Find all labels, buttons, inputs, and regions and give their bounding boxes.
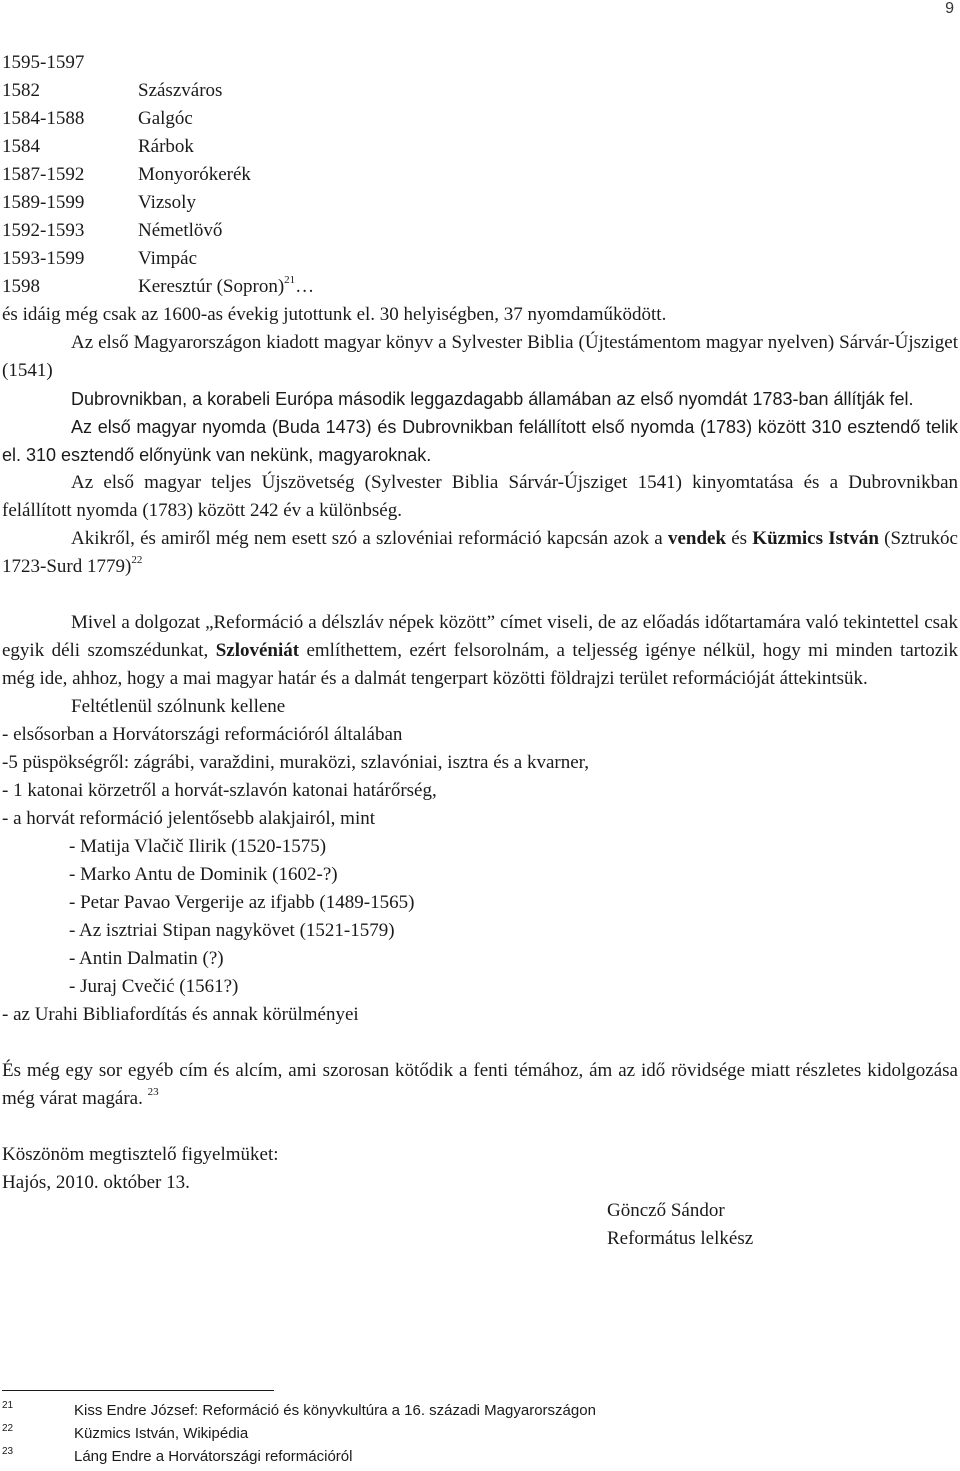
summary-line: és idáig még csak az 1600-as évekig jutottunk el. 30 helyiségben, 37 nyomdaműködött.: [2, 304, 667, 325]
paragraph-242-years: Az első magyar teljes Újszövetség (Sylvester Biblia Sárvár-Újsziget 1541) kinyomtatása és a Dubrovnikban felállított nyomda (1783) között 242 év a különbség.: [2, 472, 958, 521]
figure-item: - Juraj Cvečić (1561?): [69, 976, 239, 997]
date-year: 1592-1593: [2, 220, 85, 241]
paragraph-text: És még egy sor egyéb cím és alcím, ami szorosan kötődik a fenti témához, ám az idő rövidsége miatt részletes kidolgozása még várat magára.: [2, 1060, 958, 1109]
paragraph-should-discuss: Feltétlenül szólnunk kellene: [71, 696, 286, 717]
date-year: 1587-1592: [2, 164, 85, 185]
figure-item: - Matija Vlačič Ilirik (1520-1575): [69, 836, 327, 857]
date-year: 1589-1599: [2, 192, 85, 213]
date-place: Németlövő: [138, 220, 223, 241]
date-list-row: [2, 273, 958, 301]
bold-term: Küzmics István: [752, 528, 879, 549]
date-place-with-footnote: [138, 273, 314, 301]
spacer: [2, 1029, 958, 1057]
paragraph-310-years: Az első magyar nyomda (Buda 1473) és Dubrovnikban felállított első nyomda (1783) között 310 esztendő telik el. 310 esztendő előnyünk van nekünk, magyaroknak.: [2, 417, 958, 465]
document-body: [2, 49, 958, 1253]
signature-name: Göncző Sándor: [607, 1200, 725, 1221]
date-year: 1584: [2, 136, 40, 157]
paragraph-vendek: [2, 525, 958, 581]
closing-paragraph: [2, 1057, 958, 1113]
footnote-text: Láng Endre a Horvátországi reformációról: [74, 1448, 353, 1465]
outline-item: - elsősorban a Horvátországi reformációról általában: [2, 724, 403, 745]
date-place: Szászváros: [138, 80, 223, 101]
paragraph-text: Mivel a dolgozat „Reformáció a délszláv népek között” címet viseli, de az előadás időtartamára való tekintettel csak egyik déli szomszédunkat,: [2, 612, 958, 661]
paragraph-dubrovnik-press: Dubrovnikban, a korabeli Európa második leggazdagabb államában az első nyomdát 1783-ban állítják fel.: [71, 389, 914, 409]
date-list-heading: 1595-1597: [2, 52, 85, 73]
paragraph-first-hungarian-book: Az első Magyarországon kiadott magyar könyv a Sylvester Biblia (Újtestámentom magyar nyelven) Sárvár-Újsziget (1541): [2, 332, 958, 381]
footnote-ref[interactable]: 23: [147, 1086, 159, 1098]
footnote-number: 21: [2, 1400, 14, 1411]
date-list-row: [2, 161, 958, 189]
footnote-ref[interactable]: 22: [131, 554, 143, 566]
footnote-separator: [2, 1390, 274, 1391]
spacer: [2, 1113, 958, 1141]
date-year: 1582: [2, 80, 40, 101]
date-list-row: [2, 77, 958, 105]
thanks-line: Köszönöm megtisztelő figyelmüket:: [2, 1144, 279, 1165]
outline-item: - 1 katonai körzetről a horvát-szlavón katonai határőrség,: [2, 780, 437, 801]
footnote: [2, 1446, 902, 1469]
date-list-row: [2, 133, 958, 161]
paragraph-text: említhettem, ezért felsorolnám, a teljesség igénye nélkül, hogy mi minden tartozik még ide, ahhoz, hogy a mai magyar határ és a dalmát tengerpart közötti földrajzi terület reformációját áttekintsük.: [2, 640, 959, 689]
figure-item: - Antin Dalmatin (?): [69, 948, 224, 969]
footnote-text: Kiss Endre József: Reformáció és könyvkultúra a 16. századi Magyarországon: [74, 1402, 596, 1419]
footnotes: [2, 1400, 902, 1469]
outline-item: -5 püspökségről: zágrábi, varaždini, muraközi, szlavóniai, isztra és a kvarner,: [2, 752, 589, 773]
figure-item: - Marko Antu de Dominik (1602-?): [69, 864, 338, 885]
date-place: Monyorókerék: [138, 164, 251, 185]
date-list-row: [2, 105, 958, 133]
paragraph-text: és: [726, 528, 753, 549]
signature-title: Református lelkész: [607, 1228, 754, 1249]
date-list-row: [2, 245, 958, 273]
place-date: Hajós, 2010. október 13.: [2, 1172, 190, 1193]
outline-item: - a horvát reformáció jelentősebb alakjairól, mint: [2, 808, 375, 829]
date-place: Vizsoly: [138, 192, 196, 213]
paragraph-text: Akikről, és amiről még nem esett szó a szlovéniai reformáció kapcsán azok a: [71, 528, 668, 549]
footnote-text: Küzmics István, Wikipédia: [74, 1425, 249, 1442]
footnote-number: 22: [2, 1423, 14, 1434]
figure-item: - Petar Pavao Vergerije az ifjabb (1489-1565): [69, 892, 415, 913]
page-number: 9: [945, 0, 954, 17]
footnote-number: 23: [2, 1446, 14, 1457]
date-list-row: [2, 189, 958, 217]
figure-item: - Az isztriai Stipan nagykövet (1521-1579): [69, 920, 395, 941]
outline-item: - az Urahi Bibliafordítás és annak körülményei: [2, 1004, 359, 1025]
date-place: Rárbok: [138, 136, 194, 157]
date-list-row: [2, 217, 958, 245]
paragraph-text: (Sztrukóc 1723-Surd 1779): [2, 528, 958, 577]
date-place: Keresztúr (Sopron): [138, 276, 285, 297]
date-year: 1593-1599: [2, 248, 85, 269]
date-year: 1584-1588: [2, 108, 85, 129]
date-place: Galgóc: [138, 108, 193, 129]
ellipsis: …: [295, 276, 315, 297]
footnote-ref[interactable]: 21: [284, 274, 296, 286]
spacer: [2, 581, 958, 609]
date-year: 1598: [2, 276, 40, 297]
bold-term: Szlovéniát: [215, 640, 300, 661]
bold-term: vendek: [667, 528, 727, 549]
date-place: Vimpác: [138, 248, 198, 269]
paragraph-scope: [2, 609, 958, 693]
